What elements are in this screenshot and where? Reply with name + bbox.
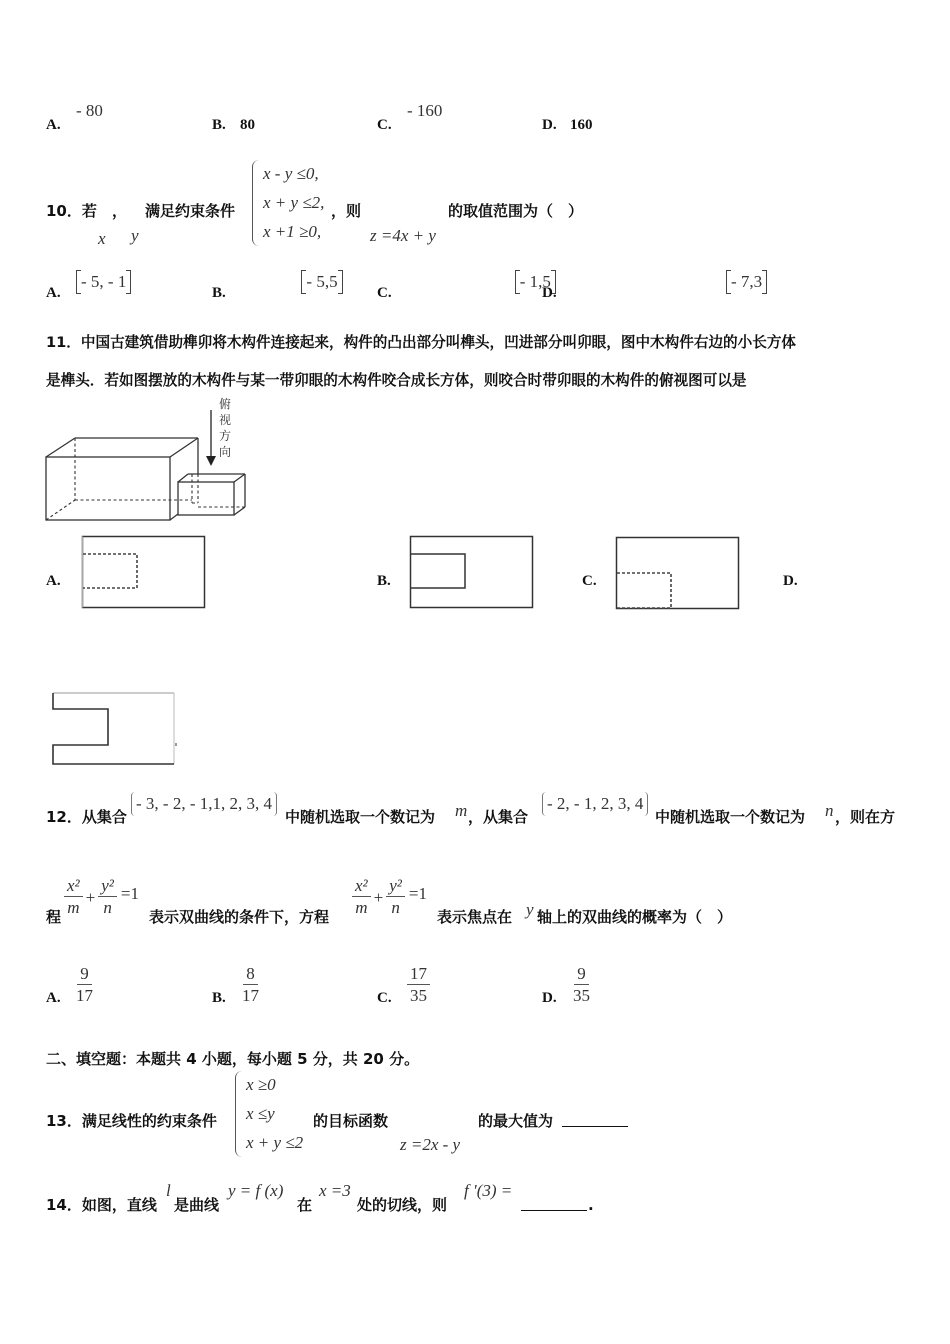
q10-constraint-3: x +1 ≥0, (263, 222, 322, 241)
q12-set-2: - 2, - 1, 2, 3, 4 (542, 792, 648, 816)
q12-option-c-value (407, 964, 430, 1007)
q12-option-b-letter: B. (212, 990, 226, 1006)
eq-denominator: m (355, 898, 368, 917)
eq-numerator: x² (352, 876, 371, 897)
q11-option-b-letter: B. (377, 573, 391, 589)
q14-text-3: 处的切线，则 (357, 1196, 448, 1214)
q14-curve: y = f (x) (228, 1181, 284, 1200)
eq-numerator: y² (386, 876, 405, 897)
q9-option-d-value: 160 (570, 117, 593, 133)
q13-constraint-1: x ≥0 (246, 1075, 276, 1094)
q11-option-a-diagram (80, 535, 208, 611)
q14-derivative: f ′(3) = (464, 1181, 513, 1200)
q12-text-7: 轴上的双曲线的概率为（ ） (537, 908, 733, 926)
q9-option-c-letter: C. (377, 117, 392, 133)
mortise-tenon-figure (40, 390, 280, 525)
q11-option-a-letter: A. (46, 573, 61, 589)
q12-text-1: 中随机选取一个数记为 (285, 808, 436, 826)
eq-plus: + (85, 887, 96, 907)
q12-var-y: y (526, 900, 534, 919)
q9-option-b-value: 80 (240, 117, 255, 133)
q13-constraint-2: x ≤y (246, 1104, 275, 1123)
q10-constraint-1: x - y ≤0, (263, 164, 319, 183)
q12-option-c-letter: C. (377, 990, 392, 1006)
q12-text-5: 表示双曲线的条件下，方程 (149, 908, 330, 926)
q11-line-2: 是榫头．若如图摆放的木构件与某一带卯眼的木构件咬合成长方体，则咬合时带卯眼的木构件的俯视图可以是 (46, 372, 747, 389)
q12-text-3: 中随机选取一个数记为 (655, 808, 806, 826)
q9-option-a-value: - 80 (76, 101, 103, 120)
frac-num: 8 (243, 964, 258, 985)
eq-numerator: x² (64, 876, 83, 897)
q12-number: 12．从集合 (46, 808, 127, 826)
q10-constraint-system (252, 160, 324, 246)
q12-option-d-value (573, 964, 590, 1007)
q14-answer-blank[interactable] (521, 1210, 587, 1211)
q12-set-1: - 3, - 2, - 1,1, 2, 3, 4 (131, 792, 277, 816)
q11-option-d-letter: D. (783, 573, 798, 589)
eq-rhs: =1 (120, 883, 139, 903)
frac-den: 35 (573, 986, 590, 1005)
q10-then: ，则 (331, 202, 362, 220)
q13-answer-blank[interactable] (562, 1126, 628, 1127)
q10-option-a-letter: A. (46, 285, 61, 301)
q10-option-c-letter: C. (377, 285, 392, 301)
frac-den: 35 (410, 986, 427, 1005)
q11-option-c-letter: C. (582, 573, 597, 589)
q14-text-2: 在 (297, 1196, 313, 1214)
q11-option-d-diagram (50, 690, 180, 768)
q13-constraint-3: x + y ≤2 (246, 1133, 304, 1152)
q12-option-a-letter: A. (46, 990, 61, 1006)
label-char: 视 (219, 413, 232, 427)
frac-num: 9 (574, 964, 589, 985)
left-brace-icon (235, 1071, 243, 1157)
q12-option-d-letter: D. (542, 990, 557, 1006)
q10-option-b-value: - 5,5 (301, 270, 342, 294)
q13-objective: z =2x - y (400, 1135, 461, 1154)
q12-line2-start: 程 (46, 908, 62, 926)
label-char: 向 (219, 445, 232, 459)
q12-var-n: n (825, 801, 834, 820)
q14-period: . (588, 1196, 594, 1214)
q14-var-l: l (166, 1181, 171, 1200)
q12-text-2: ，从集合 (468, 808, 529, 826)
q9-option-a-letter: A. (46, 117, 61, 133)
q14-number: 14．如图，直线 (46, 1196, 157, 1214)
q14-point: x =3 (319, 1181, 351, 1200)
frac-den: 17 (242, 986, 259, 1005)
q10-option-b-letter: B. (212, 285, 226, 301)
q12-var-m: m (455, 801, 468, 820)
q14-text-1: 是曲线 (174, 1196, 220, 1214)
left-brace-icon (252, 160, 260, 246)
view-direction-label (219, 396, 231, 460)
frac-num: 17 (407, 964, 430, 985)
q10-option-d-value: - 7,3 (726, 270, 767, 294)
q10-var-x: x (98, 229, 106, 248)
eq-denominator: n (103, 898, 112, 917)
label-char: 方 (219, 429, 232, 443)
eq-numerator: y² (98, 876, 117, 897)
q11-option-c-diagram (614, 536, 742, 612)
eq-denominator: n (391, 898, 400, 917)
eq-plus: + (373, 887, 384, 907)
q13-number: 13．满足线性的约束条件 (46, 1112, 217, 1130)
q12-option-a-value (76, 964, 93, 1007)
q11-option-b-diagram (408, 535, 536, 611)
q12-equation-1 (64, 876, 139, 919)
frac-num: 9 (77, 964, 92, 985)
eq-denominator: m (67, 898, 80, 917)
q10-var-y: y (131, 226, 139, 245)
q10-range-text: 的取值范围为（ ） (448, 202, 584, 220)
q12-text-4: ，则在方 (835, 808, 896, 826)
q10-option-c-value: - 1,5 (515, 270, 556, 294)
q13-text-2: 的最大值为 (478, 1112, 554, 1130)
q13-constraint-system (235, 1071, 303, 1157)
q12-text-6: 表示焦点在 (437, 908, 513, 926)
q12-equation-2 (352, 876, 427, 919)
q9-option-c-value: - 160 (407, 101, 443, 120)
frac-den: 17 (76, 986, 93, 1005)
eq-rhs: =1 (408, 883, 427, 903)
q10-option-d-letter: D. (542, 285, 557, 301)
q9-option-d-letter: D. (542, 117, 557, 133)
q10-constraint-label: 满足约束条件 (145, 202, 236, 220)
section-2-heading: 二、填空题：本题共 4 小题，每小题 5 分，共 20 分。 (46, 1050, 420, 1068)
q12-option-b-value (242, 964, 259, 1007)
q13-text-1: 的目标函数 (313, 1112, 389, 1130)
q10-option-a-value: - 5, - 1 (76, 270, 131, 294)
q9-option-b-letter: B. (212, 117, 226, 133)
q11-line-1: 11．中国古建筑借助榫卯将木构件连接起来，构件的凸出部分叫榫头，凹进部分叫卯眼，图中木构件右边的小长方体 (46, 334, 797, 351)
label-char: 俯 (219, 397, 232, 411)
q10-constraint-2: x + y ≤2, (263, 193, 325, 212)
q10-number: 10．若 (46, 202, 97, 220)
q10-comma: ， (112, 202, 128, 220)
q10-objective: z =4x + y (370, 226, 436, 245)
